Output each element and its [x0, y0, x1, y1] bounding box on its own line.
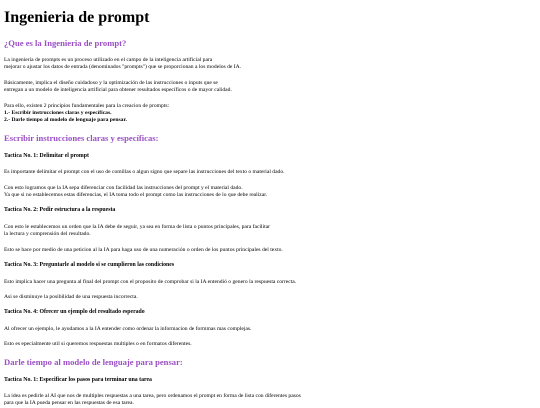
text-line: La idea es pedirle al AI que nos de multiples respuestas a una tarea, pero ordenamos el prompt en forma de lista con diferentes pasos [4, 392, 301, 399]
tactic-heading-2: Tactica No. 2: Pedir estructura a la respuesta [4, 207, 116, 214]
page-title: Ingenieria de prompt [4, 9, 150, 26]
text-line: la lectura y comprensión del resultado. [4, 231, 91, 238]
text-line: La ingeniería de prompts es un proceso utilizado en el campo de la inteligencia artificial para [4, 57, 213, 63]
intro-paragraph-1 [4, 57, 536, 72]
tactic-3-paragraph-1: Esto implica hacer una pregunta al final del prompt con el proposito de comprobar si la IA entendió o genero la respuesta correcta. [4, 278, 297, 285]
section-heading-time-to-think: Darle tiempo al modelo de lenguaje para pensar: [4, 356, 183, 367]
tactic-5-paragraph-1 [4, 393, 536, 408]
text-line: Con esto le establecemos un orden que la IA debe de seguir, ya sea en forma de lista o puntos principales, para facilitar [4, 223, 271, 230]
text-line: mejorar o ajustar los datos de entrada (denominados "prompts") que se proporcionan a los modelos de IA. [4, 64, 242, 71]
tactic-4-paragraph-2: Esto es epecialmente util si queremos respuestas multiples o en formatos diferentes. [4, 341, 192, 348]
section-heading-clear-instructions: Escribir instrucciones claras y específicas: [4, 132, 159, 143]
tactic-heading-3: Tactica No. 3: Preguntarle al modelo si se cumplieron las condiciones [4, 262, 175, 269]
tactic-1-paragraph-2 [4, 185, 536, 200]
principles-paragraph [4, 103, 536, 125]
tactic-3-paragraph-2: Asi se disminuye la posibilidad de una respuesta incorrecta. [4, 293, 138, 300]
tactic-heading-1: Tactica No. 1: Delimitar el prompt [4, 152, 89, 159]
principle-2: 2.- Darle tiempo al modelo de lenguaje para pensar. [4, 117, 127, 124]
text-line: Ya que si no establecemos estas diferencias, el IA toma todo el prompt como las instrucciones de lo que debe realizar. [4, 192, 268, 199]
text-line: entregan a un modelo de inteligencia artificial para obtener resultados específicos o de mayor calidad. [4, 87, 232, 94]
text-line: Con esto logramos que la IA sepa diferenciar con facilidad las instrucciones del prompt y el material dado. [4, 184, 243, 191]
section-heading-what-is: ¿Que es la Ingenieria de prompt? [4, 38, 127, 48]
text-line: para que la IA pueda pensar en las respuestas de esa tarea. [4, 400, 134, 407]
text-line: Básicamente, implica el diseño cuidadoso y la optimización de las instrucciones o inputs que se [4, 79, 218, 86]
tactic-4-paragraph-1: Al ofrecer un ejemplo, le ayudamos a la IA entender como ordenar la informacion de formmas mas complejas. [4, 325, 252, 332]
tactic-1-paragraph-1: Es importante delimitar el prompt con el uso de comillas o algun signo que separe las instrucciones del texto o material dado. [4, 169, 285, 176]
tactic-heading-4: Tactica No. 4: Ofrecer un ejemplo del resultado esperado [4, 309, 145, 316]
intro-paragraph-2 [4, 80, 536, 95]
tactic-2-paragraph-1 [4, 224, 536, 239]
tactic-2-paragraph-2: Esto se hace por medio de una peticion al la IA para haga uso de una numeración o orden de los puntos principales del texto. [4, 246, 283, 253]
principle-1: 1.- Escribir instrucciones claras y específicas. [4, 110, 112, 117]
tactic-heading-5: Tactica No. 1: Especificar los pasos para terminar una tarea [4, 376, 152, 383]
text-line: Para ello, existen 2 principios fundamentales para la creacion de prompts: [4, 102, 170, 109]
